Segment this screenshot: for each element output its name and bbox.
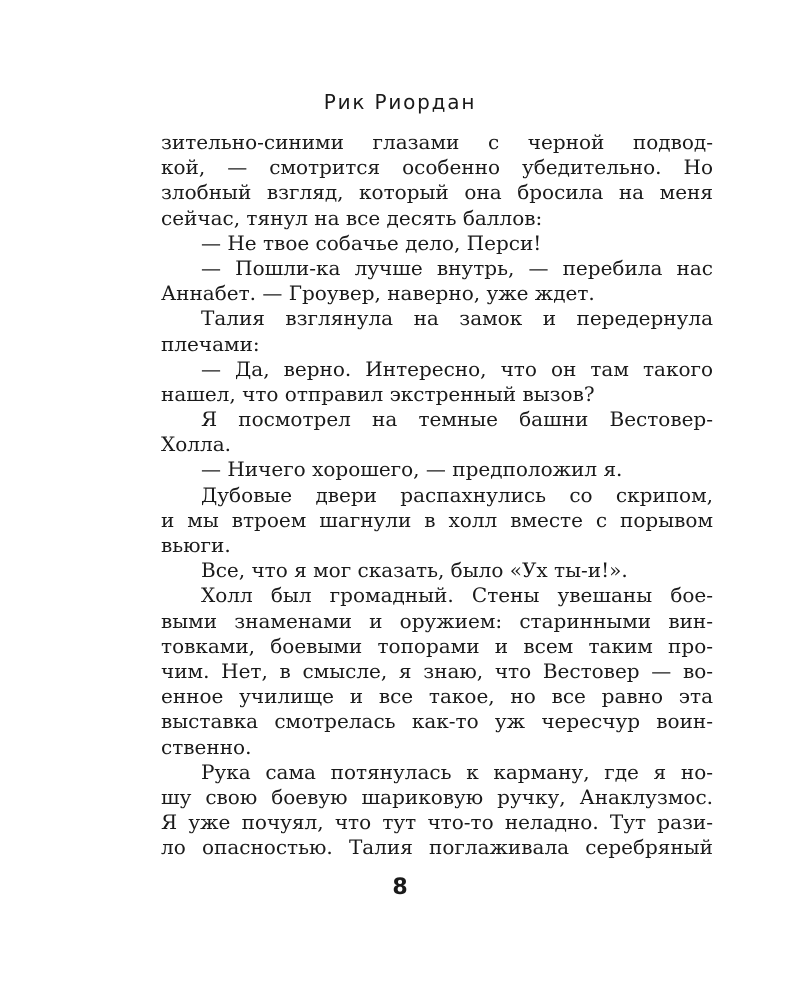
text-line: Дубовые двери распахнулись со скрипом, bbox=[201, 482, 713, 507]
text-line: вьюги. bbox=[161, 533, 231, 557]
running-head-author: Рик Риордан bbox=[323, 90, 477, 114]
text-line: — Да, верно. Интересно, что он там такого bbox=[201, 356, 713, 381]
text-line: товками, боевыми топорами и всем таким про- bbox=[161, 633, 713, 658]
text-line: выставка смотрелась как-то уж чересчур воин- bbox=[161, 709, 713, 734]
text-line: Холл был громадный. Стены увешаны бое- bbox=[201, 583, 713, 608]
text-line: — Ничего хорошего, — предположил я. bbox=[201, 457, 623, 482]
text-line: шу свою боевую шариковую ручку, Анаклузмос. bbox=[161, 784, 713, 809]
text-line: Рука сама потянулась к карману, где я но- bbox=[201, 759, 713, 784]
text-line: сейчас, тянул на все десять баллов: bbox=[161, 205, 543, 230]
text-line: ственно. bbox=[161, 734, 252, 759]
text-line: ло опасностью. Талия поглаживала серебряный bbox=[161, 835, 713, 860]
text-line: Я уже почуял, что тут что-то неладно. Тут рази- bbox=[161, 810, 713, 835]
text-line: Все, что я мог сказать, было «Ух ты-и!». bbox=[201, 558, 628, 583]
text-line: плечами: bbox=[161, 331, 260, 356]
text-line: зительно-синими глазами с черной подвод- bbox=[161, 130, 713, 154]
text-line: нашел, что отправил экстренный вызов? bbox=[161, 381, 595, 406]
text-line: Аннабет. — Гроувер, наверно, уже ждет. bbox=[161, 281, 595, 306]
text-line: — Пошли-ка лучше внутрь, — перебила нас bbox=[201, 255, 713, 280]
text-line: — Не твое собачье дело, Перси! bbox=[201, 230, 542, 255]
page-number: 8 bbox=[392, 875, 408, 900]
text-line: Холла. bbox=[161, 432, 231, 457]
text-line: и мы втроем шагнули в холл вместе с порывом bbox=[161, 507, 713, 532]
text-line: кой, — смотрится особенно убедительно. Но bbox=[161, 155, 713, 180]
text-line: Я посмотрел на темные башни Вестовер- bbox=[201, 407, 713, 432]
text-line: енное училище и все такое, но все равно эта bbox=[161, 684, 713, 709]
text-line: Талия взглянула на замок и передернула bbox=[201, 306, 713, 331]
body-text bbox=[161, 130, 713, 860]
text-line: выми знаменами и оружием: старинными вин- bbox=[161, 608, 713, 633]
text-line: злобный взгляд, который она бросила на меня bbox=[161, 180, 713, 205]
text-line: чим. Нет, в смысле, я знаю, что Вестовер — во- bbox=[161, 658, 713, 683]
